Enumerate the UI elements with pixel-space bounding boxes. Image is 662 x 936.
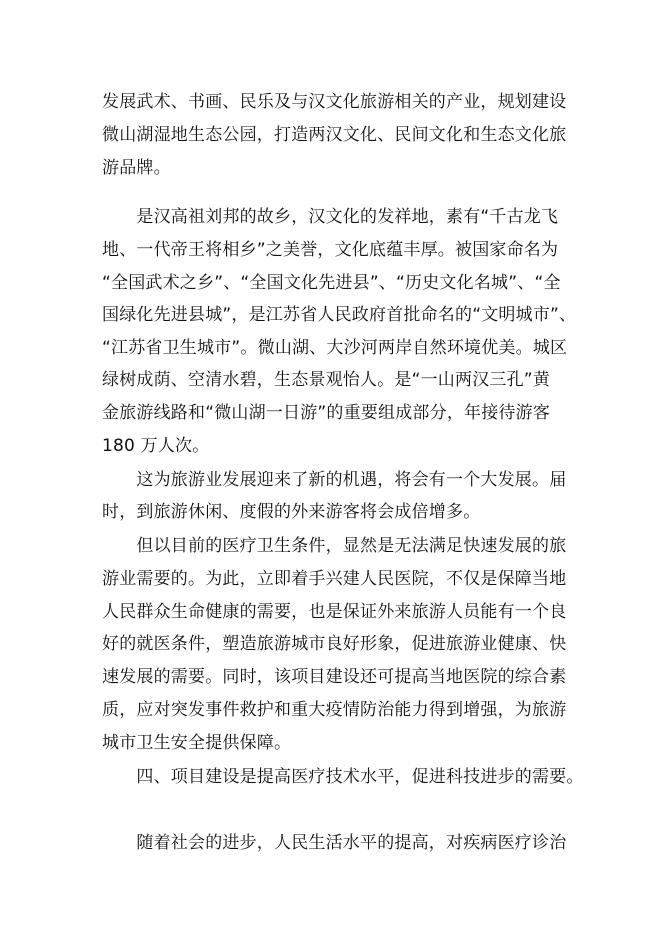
- text-line-15: 游业需要的。为此，立即着手兴建人民医院，不仅是保障当地: [102, 569, 567, 589]
- text-line-9: 绿树成荫、空清水碧，生态景观怡人。是“一山两汉三孔”黄: [102, 370, 551, 390]
- text-line-14: 但以目前的医疗卫生条件，显然是无法满足快速发展的旅: [102, 536, 567, 556]
- text-line-7: 国绿化先进县城”，是江苏省人民政府首批命名的“文明城市”、: [102, 305, 577, 325]
- text-line-8: “江苏省卫生城市”。微山湖、大沙河两岸自然环境优美。城区: [102, 338, 568, 358]
- text-line-6: “全国武术之乡”、“全国文化先进县”、“历史文化名城”、“全: [102, 273, 561, 293]
- text-line-22: 随着社会的进步，人民生活水平的提高，对疾病医疗诊治: [102, 833, 567, 853]
- text-line-13: 时，到旅游休闲、度假的外来游客将会成倍增多。: [102, 502, 481, 522]
- text-line-21: 四、项目建设是提高医疗技术水平，促进科技进步的需要。: [102, 767, 584, 787]
- text-line-17: 好的就医条件，塑造旅游城市良好形象，促进旅游业健康、快: [102, 634, 567, 654]
- text-line-2: 微山湖湿地生态公园，打造两汉文化、民间文化和生态文化旅: [102, 125, 567, 145]
- text-line-11: 180 万人次。: [102, 436, 210, 456]
- text-line-19: 质，应对突发事件救护和重大疫情防治能力得到增强，为旅游: [102, 700, 567, 720]
- text-line-5: 地、一代帝王将相乡”之美誉，文化底蕴丰厚。被国家命名为: [102, 240, 559, 260]
- text-line-18: 速发展的需要。同时，该项目建设还可提高当地医院的综合素: [102, 667, 567, 687]
- text-line-1: 发展武术、书画、民乐及与汉文化旅游相关的产业，规划建设: [102, 92, 567, 112]
- text-line-10: 金旅游线路和“微山湖一日游”的重要组成部分，年接待游客: [102, 403, 551, 423]
- text-line-12: 这为旅游业发展迎来了新的机遇，将会有一个大发展。届: [102, 470, 567, 490]
- text-line-16: 人民群众生命健康的需要，也是保证外来旅游人员能有一个良: [102, 602, 567, 622]
- text-line-3: 游品牌。: [102, 158, 171, 178]
- text-line-4: 是汉高祖刘邦的故乡，汉文化的发祥地，素有“千古龙飞: [102, 207, 559, 227]
- text-line-20: 城市卫生安全提供保障。: [102, 733, 292, 753]
